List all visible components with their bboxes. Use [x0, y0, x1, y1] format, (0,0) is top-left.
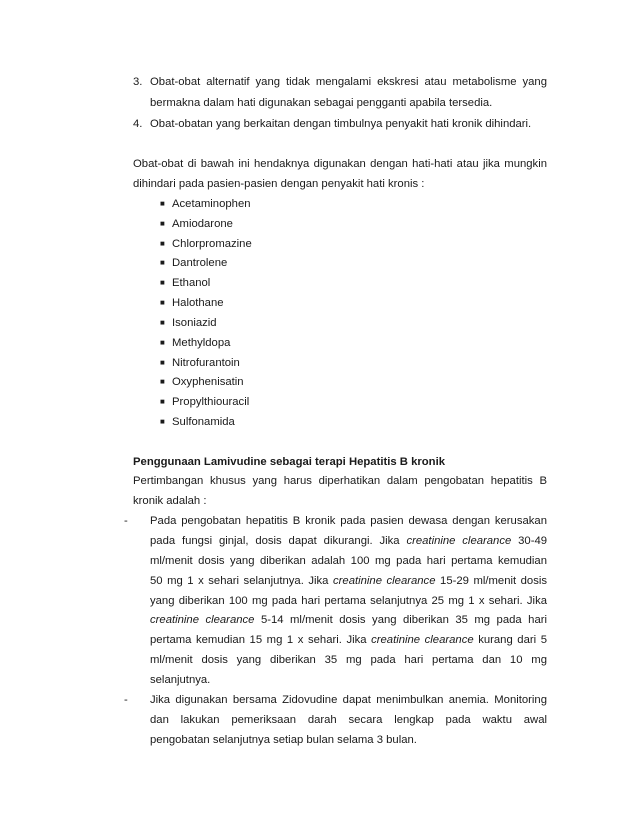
- dash-item-1-line-8: ml/menit dosis yang diberikan 35 mg pada hari pertama dan 10 mg: [150, 654, 547, 666]
- list-item: Acetaminophen: [172, 198, 251, 210]
- consider-line-2: kronik adalah :: [133, 495, 207, 507]
- list-item: Methyldopa: [172, 337, 231, 349]
- bullet-icon: ■: [160, 199, 165, 208]
- text-segment: 5-14 ml/menit dosis yang diberikan 35 mg pada hari: [260, 614, 548, 626]
- list-item: Dantrolene: [172, 257, 228, 269]
- list-item: Sulfonamida: [172, 416, 235, 428]
- bullet-icon: ■: [160, 358, 165, 367]
- list-item: Nitrofurantoin: [172, 357, 240, 369]
- text-segment: 50 mg 1 x sehari selanjutnya. Jika: [150, 575, 329, 587]
- term-creatinine-clearance: creatinine clearance: [406, 535, 512, 547]
- section-heading: Penggunaan Lamivudine sebagai terapi Hepatitis B kronik: [133, 456, 445, 468]
- dash-item-2-line-2: dan lakukan pemeriksaan darah secara lengkap pada waktu awal: [150, 714, 547, 726]
- dash-item-1-line-7: [150, 633, 547, 647]
- list-item: Oxyphenisatin: [172, 376, 244, 388]
- dash-marker: -: [124, 515, 128, 527]
- bullet-icon: ■: [160, 318, 165, 327]
- list-item: Propylthiouracil: [172, 396, 250, 408]
- text-segment: pertama kemudian 15 mg 1 x sehari. Jika: [150, 634, 367, 646]
- list-item: Isoniazid: [172, 317, 217, 329]
- dash-item-1-line-4: [150, 574, 547, 588]
- list-item-3-line-1: Obat-obat alternatif yang tidak mengalami ekskresi atau metabolisme yang: [150, 76, 547, 88]
- bullet-icon: ■: [160, 338, 165, 347]
- dash-item-2-line-1: Jika digunakan bersama Zidovudine dapat menimbulkan anemia. Monitoring: [150, 694, 547, 706]
- intro-line-2: dihindari pada pasien-pasien dengan penyakit hati kronis :: [133, 178, 425, 190]
- list-item-4-line-1: Obat-obatan yang berkaitan dengan timbulnya penyakit hati kronik dihindari.: [150, 118, 532, 130]
- intro-line-1: Obat-obat di bawah ini hendaknya digunakan dengan hati-hati atau jika mungkin: [133, 158, 547, 170]
- list-number: 3.: [133, 76, 143, 88]
- bullet-icon: ■: [160, 258, 165, 267]
- text-segment: 30-49: [518, 535, 548, 547]
- dash-item-1-line-1: Pada pengobatan hepatitis B kronik pada pasien dewasa dengan kerusakan: [150, 515, 547, 527]
- list-item-3-line-2: bermakna dalam hati digunakan sebagai pengganti apabila tersedia.: [150, 97, 493, 109]
- list-item: Ethanol: [172, 277, 211, 289]
- dash-item-1-line-3: ml/menit dosis yang diberikan adalah 100 mg pada hari pertama kemudian: [150, 555, 547, 567]
- bullet-icon: ■: [160, 239, 165, 248]
- term-creatinine-clearance: creatinine clearance: [150, 614, 255, 626]
- text-segment: kurang dari 5: [478, 634, 547, 646]
- consider-line-1: Pertimbangan khusus yang harus diperhatikan dalam pengobatan hepatitis B: [133, 475, 547, 487]
- text-segment: 15-29 ml/menit dosis: [440, 575, 548, 587]
- bullet-icon: ■: [160, 298, 165, 307]
- list-item: Chlorpromazine: [172, 238, 252, 250]
- dash-item-1-line-6: [150, 613, 547, 627]
- dash-item-2-line-3: pengobatan selanjutnya setiap bulan selama 3 bulan.: [150, 734, 417, 746]
- list-item: Halothane: [172, 297, 224, 309]
- bullet-icon: ■: [160, 397, 165, 406]
- term-creatinine-clearance: creatinine clearance: [333, 575, 436, 587]
- term-creatinine-clearance: creatinine clearance: [371, 634, 474, 646]
- list-number: 4.: [133, 118, 143, 130]
- text-segment: pada fungsi ginjal, dosis dapat dikurangi. Jika: [150, 535, 400, 547]
- bullet-icon: ■: [160, 417, 165, 426]
- bullet-icon: ■: [160, 278, 165, 287]
- dash-item-1-line-5: yang diberikan 100 mg pada hari pertama selanjutnya 25 mg 1 x sehari. Jika: [150, 595, 547, 607]
- list-item: Amiodarone: [172, 218, 233, 230]
- dash-item-1-line-9: selanjutnya.: [150, 674, 211, 686]
- bullet-icon: ■: [160, 219, 165, 228]
- bullet-icon: ■: [160, 377, 165, 386]
- dash-marker: -: [124, 694, 128, 706]
- dash-item-1-line-2: [150, 534, 547, 548]
